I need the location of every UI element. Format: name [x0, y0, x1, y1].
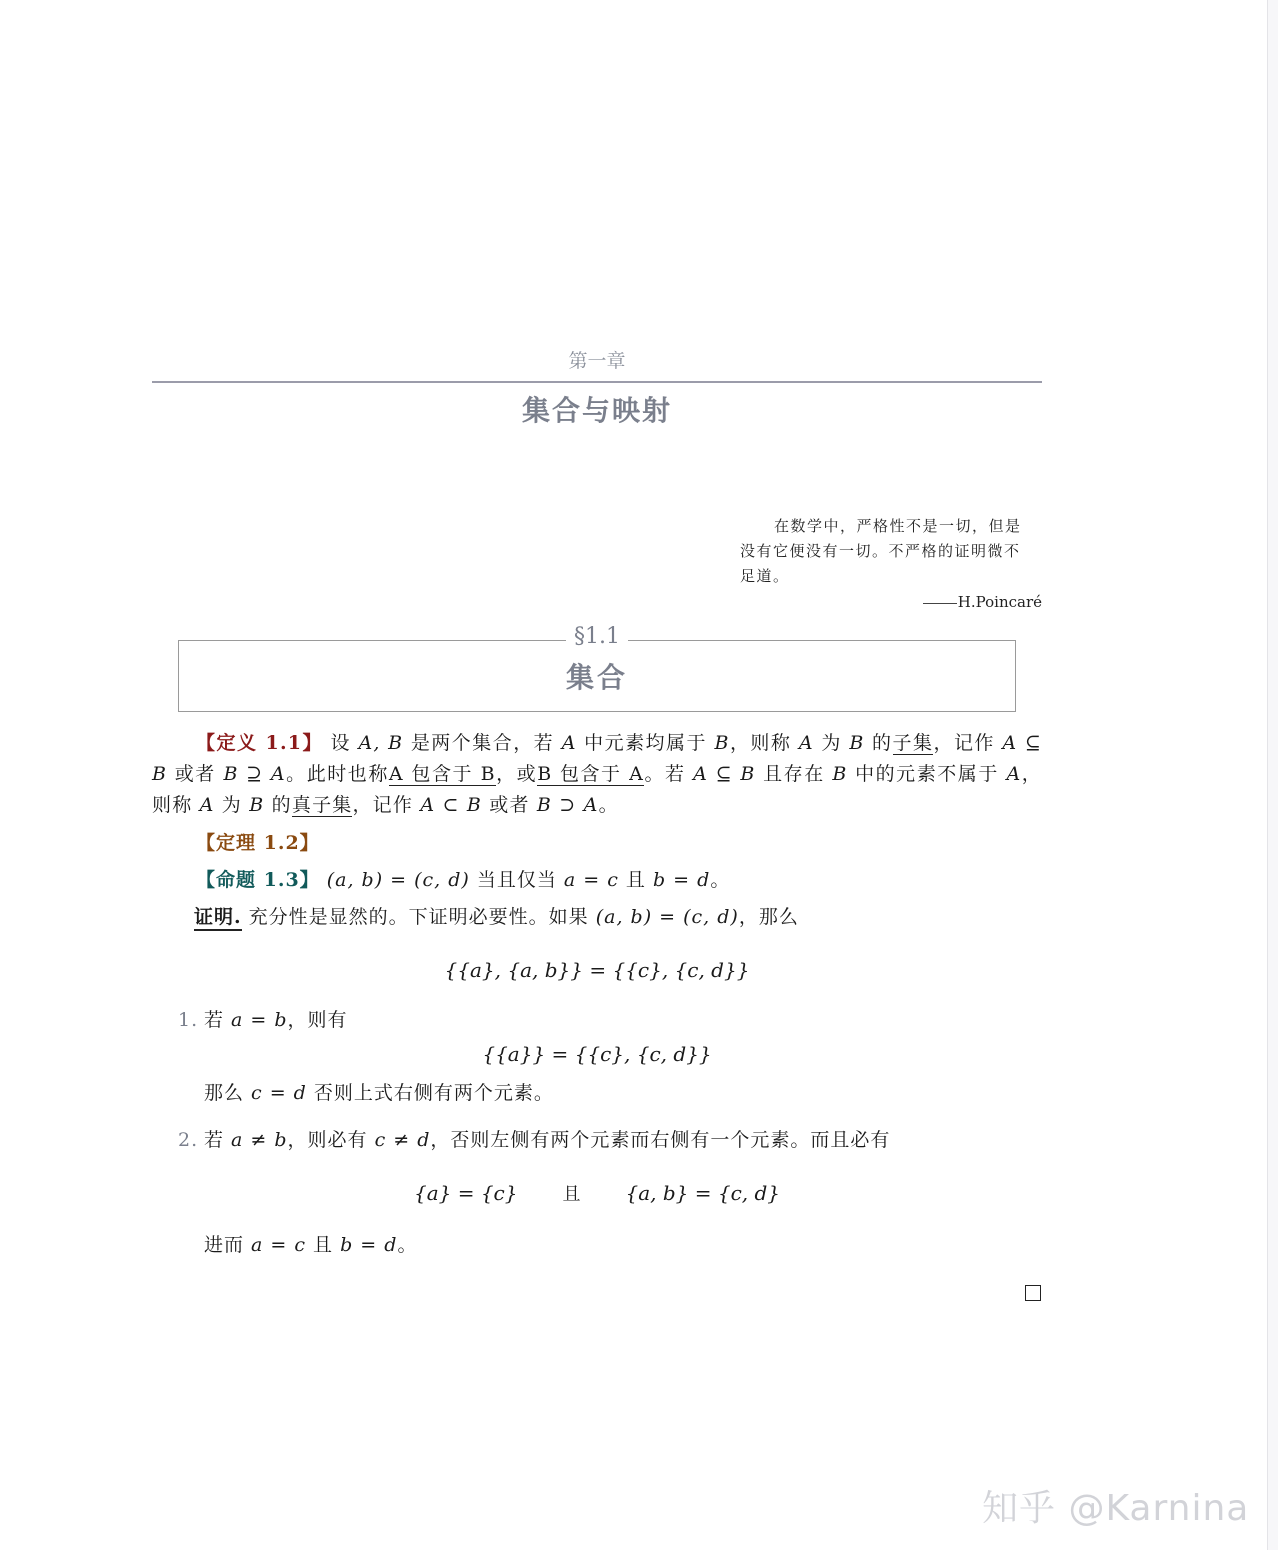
text: ，则称	[729, 732, 799, 754]
math: b = d	[340, 1234, 398, 1256]
section-number-text: §1.1	[566, 624, 628, 649]
text: ，记作	[933, 732, 1003, 754]
author-name: H.Poincaré	[957, 593, 1042, 611]
text: ，否则左侧有两个元素而右侧有一个元素。而且必有	[430, 1129, 891, 1151]
math: A	[1006, 763, 1022, 785]
proof-label: 证明.	[194, 906, 242, 931]
section-number	[152, 624, 1042, 649]
display-equation	[152, 1173, 1042, 1213]
item-number: 2.	[178, 1129, 199, 1151]
math: A ⊆ B	[152, 732, 1042, 785]
math: {{a}, {a, b}} = {{c}, {c, d}}	[444, 958, 750, 982]
text: 为	[214, 794, 250, 816]
item-line	[178, 1227, 1042, 1264]
text: 。	[397, 1234, 418, 1256]
math: (a, b) = (c, d)	[595, 906, 739, 928]
item-line	[178, 1075, 1042, 1112]
text: 当且仅当	[469, 869, 564, 891]
math: B	[849, 732, 865, 754]
chapter-label: 第一章	[568, 350, 626, 372]
math: a = b	[231, 1009, 288, 1031]
text: 的	[864, 732, 893, 754]
text: ，或	[495, 763, 538, 785]
proposition-label: 【命题 1.3】	[196, 869, 320, 891]
item-number: 1.	[178, 1009, 199, 1031]
text: 。此时也称	[285, 763, 389, 785]
list-item	[178, 1122, 1042, 1264]
list-item	[178, 1002, 1042, 1112]
math: B	[249, 794, 265, 816]
math: A	[199, 794, 215, 816]
math: B	[714, 732, 730, 754]
math: c = d	[251, 1082, 307, 1104]
chapter-title: 集合与映射	[521, 394, 672, 427]
math: {a} = {c}	[413, 1181, 518, 1205]
text: 进而	[204, 1234, 252, 1256]
math: a = c	[563, 869, 619, 891]
math: {{a}} = {{c}, {c, d}}	[482, 1042, 712, 1066]
math: A ⊂ B	[420, 794, 483, 816]
text: 。	[598, 794, 619, 816]
chapter-rule	[152, 381, 1042, 383]
text: ，则必有	[287, 1129, 375, 1151]
text: 充分性是显然的。下证明必要性。如果	[241, 906, 596, 928]
text: 或者	[482, 794, 537, 816]
math: A ⊆ B	[693, 763, 756, 785]
display-equation	[152, 1039, 1042, 1069]
text: ，则称	[152, 763, 1042, 816]
math: b = d	[652, 869, 711, 891]
math: a ≠ b	[231, 1129, 288, 1151]
text: ，那么	[738, 906, 799, 928]
epigraph-author	[740, 590, 1042, 615]
math: B	[832, 763, 848, 785]
underlined-term: 真子集	[291, 794, 353, 816]
item-line	[178, 1122, 1042, 1159]
theorem-label: 【定理 1.2】	[196, 832, 320, 854]
underlined-term: A 包含于 B	[388, 763, 496, 785]
text: 的	[264, 794, 292, 816]
proposition-block	[152, 862, 1042, 899]
text: 设	[330, 732, 359, 754]
math: A, B	[358, 732, 404, 754]
math: (a, b) = (c, d)	[326, 869, 470, 891]
qed-icon	[1025, 1285, 1041, 1301]
text: 若	[204, 1009, 232, 1031]
math: A	[561, 732, 577, 754]
definition-label: 【定义 1.1】	[196, 732, 323, 754]
epigraph-line: 没有它便没有一切。不严格的证明微不	[740, 542, 1021, 560]
math: a = c	[251, 1234, 307, 1256]
text: 且	[618, 869, 653, 891]
text: 为	[813, 732, 850, 754]
text: 且	[562, 1184, 581, 1205]
section-title: 集合	[565, 661, 628, 694]
text: 。若	[644, 763, 694, 785]
proof-list	[152, 1002, 1042, 1264]
text: 是两个集合，若	[403, 732, 562, 754]
underlined-term: B 包含于 A	[537, 763, 645, 785]
epigraph-line: 在数学中，严格性不是一切，但是	[774, 517, 1022, 535]
text: ，记作	[352, 794, 421, 816]
text: 且存在	[755, 763, 833, 785]
watermark: 知乎 @Karnina	[982, 1488, 1250, 1529]
display-equation	[152, 950, 1042, 990]
math: c ≠ d	[374, 1129, 431, 1151]
text: 若	[204, 1129, 232, 1151]
proof-intro	[152, 899, 1042, 936]
math: {a, b} = {c, d}	[625, 1181, 781, 1205]
page-edge	[1267, 0, 1278, 1550]
text: 且	[306, 1234, 341, 1256]
math: B ⊃ A	[536, 794, 599, 816]
text: 中的元素不属于	[847, 763, 1007, 785]
item-line	[178, 1002, 1042, 1039]
text: 那么	[204, 1082, 252, 1104]
text: ，则有	[287, 1009, 348, 1031]
epigraph	[740, 514, 1042, 615]
underlined-term: 子集	[892, 732, 934, 754]
text: 或者	[167, 763, 224, 785]
math: A	[798, 732, 814, 754]
em-dash	[923, 603, 957, 604]
epigraph-line: 足道。	[740, 567, 790, 585]
math: B ⊇ A	[223, 763, 286, 785]
page-content	[152, 728, 1042, 1264]
text: 。	[710, 869, 731, 891]
text: 中元素均属于	[576, 732, 715, 754]
definition-block	[152, 728, 1042, 821]
text: 否则上式右侧有两个元素。	[306, 1082, 554, 1104]
theorem-block	[152, 825, 1042, 862]
